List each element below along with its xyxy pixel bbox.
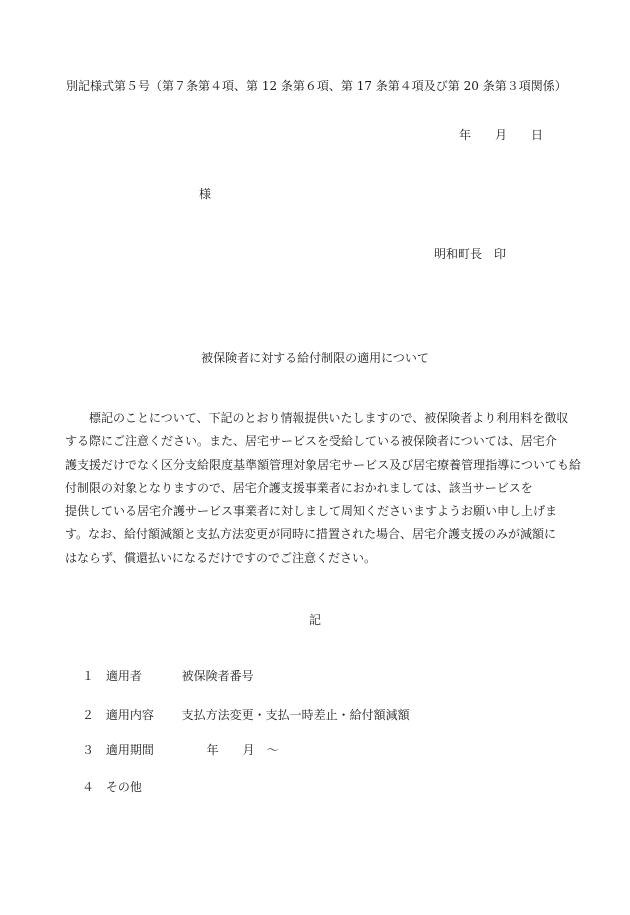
body-line: はならず、償還払いになるだけですのでご注意ください。 bbox=[65, 550, 377, 565]
item-value: 年 月 ～ bbox=[206, 743, 279, 757]
ki-heading: 記 bbox=[308, 613, 321, 627]
item-number: ３ bbox=[82, 743, 95, 757]
item-number: ４ bbox=[82, 780, 95, 794]
item-number: ２ bbox=[82, 708, 95, 722]
form-reference: 別記様式第５号（第７条第４項、第 12 条第６項、第 17 条第４項及び第 20 条第３項関係） bbox=[66, 79, 567, 93]
issuer-name: 明和町長 印 bbox=[434, 247, 507, 261]
item-number: １ bbox=[82, 669, 95, 683]
item-value: 被保険者番号 bbox=[181, 669, 254, 683]
list-item bbox=[82, 744, 279, 756]
date-line bbox=[459, 129, 543, 141]
addressee-suffix: 様 bbox=[199, 187, 212, 201]
body-line: 護支援だけでなく区分支給限度基準額管理対象居宅サービス及び居宅療養管理指導についても給付制限の対象となりますので、居宅介護支援事業者におかれましては、該当サービスを bbox=[65, 457, 581, 495]
item-label: 適用内容 bbox=[105, 708, 154, 722]
body-paragraph bbox=[65, 407, 581, 570]
item-value: 支払方法変更・支払一時差止・給付額減額 bbox=[181, 708, 410, 722]
body-line: す。なお、給付額減額と支払方法変更が同時に措置された場合、居宅介護支援のみが減額に bbox=[65, 527, 557, 542]
list-item bbox=[82, 709, 410, 721]
body-line: 提供している居宅介護サービス事業者に対しまして周知くださいますようお願い申し上げま bbox=[65, 504, 558, 519]
body-line: する際にご注意ください。また、居宅サービスを受給している被保険者については、居宅介 bbox=[65, 434, 557, 449]
body-line: 標記のことについて、下記のとおり情報提供いたしますので、被保険者より利用料を徴収 bbox=[89, 411, 569, 425]
date-month: 月 bbox=[495, 128, 508, 142]
date-year: 年 bbox=[459, 128, 472, 142]
list-item bbox=[82, 781, 142, 793]
item-label: 適用者 bbox=[105, 669, 142, 683]
item-label: その他 bbox=[105, 780, 142, 794]
item-label: 適用期間 bbox=[105, 743, 154, 757]
document-title: 被保険者に対する給付制限の適用について bbox=[201, 351, 429, 365]
list-item bbox=[82, 670, 254, 682]
date-day: 日 bbox=[531, 128, 544, 142]
